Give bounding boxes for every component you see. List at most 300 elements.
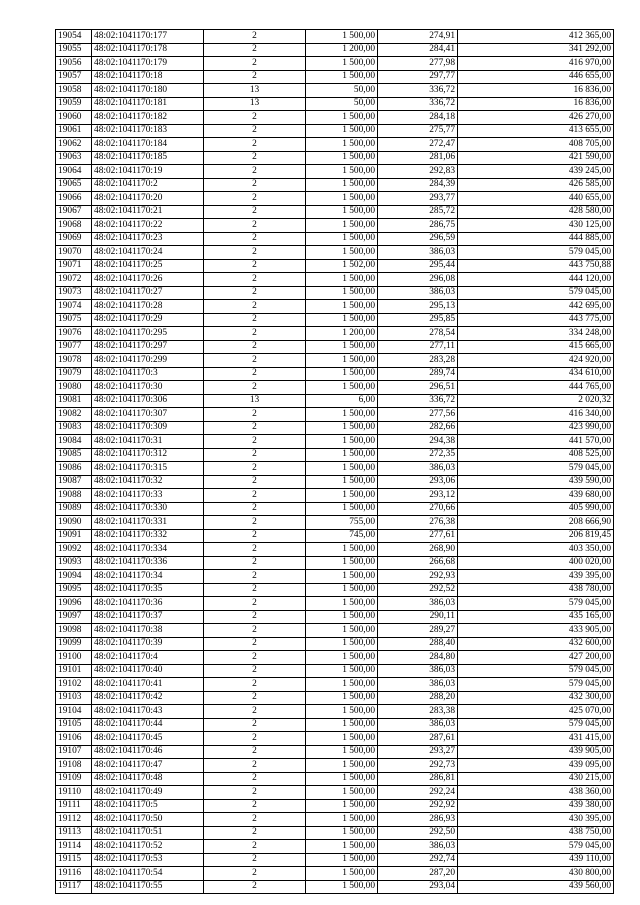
row-number-cell: 19094 <box>56 570 92 584</box>
table-row <box>56 637 614 651</box>
category-code-cell: 2 <box>204 43 306 57</box>
area-cell: 1 500,00 <box>306 813 378 827</box>
category-code-cell: 13 <box>204 97 306 111</box>
row-number-cell: 19076 <box>56 327 92 341</box>
specific-value-cell: 274,91 <box>378 30 458 44</box>
cadastral-number-cell: 48:02:1041170:26 <box>92 273 204 287</box>
category-code-cell: 2 <box>204 300 306 314</box>
row-number-cell: 19070 <box>56 246 92 260</box>
area-cell: 1 500,00 <box>306 246 378 260</box>
category-code-cell: 2 <box>204 232 306 246</box>
area-cell: 1 500,00 <box>306 772 378 786</box>
row-number-cell: 19112 <box>56 813 92 827</box>
cadastral-value-cell: 430 125,00 <box>458 219 614 233</box>
category-code-cell: 2 <box>204 786 306 800</box>
table-row <box>56 367 614 381</box>
category-code-cell: 2 <box>204 111 306 125</box>
category-code-cell: 2 <box>204 529 306 543</box>
cadastral-value-cell: 579 045,00 <box>458 664 614 678</box>
cadastral-value-cell: 439 110,00 <box>458 853 614 867</box>
cadastral-value-cell: 579 045,00 <box>458 718 614 732</box>
cadastral-number-cell: 48:02:1041170:2 <box>92 178 204 192</box>
specific-value-cell: 277,56 <box>378 408 458 422</box>
row-number-cell: 19080 <box>56 381 92 395</box>
cadastral-value-cell: 426 270,00 <box>458 111 614 125</box>
row-number-cell: 19078 <box>56 354 92 368</box>
specific-value-cell: 284,39 <box>378 178 458 192</box>
category-code-cell: 2 <box>204 678 306 692</box>
area-cell: 1 500,00 <box>306 381 378 395</box>
cadastral-number-cell: 48:02:1041170:49 <box>92 786 204 800</box>
area-cell: 1 500,00 <box>306 556 378 570</box>
cadastral-number-cell: 48:02:1041170:51 <box>92 826 204 840</box>
area-cell: 1 500,00 <box>306 489 378 503</box>
table-row <box>56 840 614 854</box>
table-row <box>56 43 614 57</box>
cadastral-number-cell: 48:02:1041170:181 <box>92 97 204 111</box>
cadastral-number-cell: 48:02:1041170:297 <box>92 340 204 354</box>
cadastral-value-cell: 421 590,00 <box>458 151 614 165</box>
area-cell: 1 500,00 <box>306 651 378 665</box>
category-code-cell: 2 <box>204 313 306 327</box>
cadastral-value-cell: 579 045,00 <box>458 678 614 692</box>
specific-value-cell: 288,40 <box>378 637 458 651</box>
specific-value-cell: 266,68 <box>378 556 458 570</box>
cadastral-number-cell: 48:02:1041170:55 <box>92 880 204 894</box>
area-cell: 1 500,00 <box>306 367 378 381</box>
specific-value-cell: 288,20 <box>378 691 458 705</box>
cadastral-value-cell: 430 395,00 <box>458 813 614 827</box>
cadastral-value-cell: 424 920,00 <box>458 354 614 368</box>
cadastral-value-cell: 415 665,00 <box>458 340 614 354</box>
cadastral-value-cell: 430 215,00 <box>458 772 614 786</box>
specific-value-cell: 275,77 <box>378 124 458 138</box>
specific-value-cell: 286,75 <box>378 219 458 233</box>
cadastral-value-cell: 430 800,00 <box>458 867 614 881</box>
specific-value-cell: 293,12 <box>378 489 458 503</box>
row-number-cell: 19055 <box>56 43 92 57</box>
category-code-cell: 2 <box>204 286 306 300</box>
table-row <box>56 529 614 543</box>
category-code-cell: 2 <box>204 151 306 165</box>
area-cell: 1 500,00 <box>306 840 378 854</box>
cadastral-value-cell: 427 200,00 <box>458 651 614 665</box>
category-code-cell: 2 <box>204 219 306 233</box>
area-cell: 1 500,00 <box>306 745 378 759</box>
specific-value-cell: 292,73 <box>378 759 458 773</box>
area-cell: 1 500,00 <box>306 57 378 71</box>
row-number-cell: 19068 <box>56 219 92 233</box>
cadastral-number-cell: 48:02:1041170:179 <box>92 57 204 71</box>
row-number-cell: 19060 <box>56 111 92 125</box>
row-number-cell: 19096 <box>56 597 92 611</box>
category-code-cell: 2 <box>204 759 306 773</box>
area-cell: 1 500,00 <box>306 799 378 813</box>
area-cell: 1 500,00 <box>306 30 378 44</box>
cadastral-value-cell: 428 580,00 <box>458 205 614 219</box>
table-row <box>56 151 614 165</box>
table-row <box>56 219 614 233</box>
category-code-cell: 2 <box>204 570 306 584</box>
row-number-cell: 19114 <box>56 840 92 854</box>
cadastral-value-cell: 416 340,00 <box>458 408 614 422</box>
cadastral-value-cell: 438 360,00 <box>458 786 614 800</box>
cadastral-value-cell: 443 750,88 <box>458 259 614 273</box>
cadastral-number-cell: 48:02:1041170:32 <box>92 475 204 489</box>
cadastral-value-cell: 413 655,00 <box>458 124 614 138</box>
cadastral-value-cell: 443 775,00 <box>458 313 614 327</box>
cadastral-value-cell: 403 350,00 <box>458 543 614 557</box>
specific-value-cell: 293,06 <box>378 475 458 489</box>
category-code-cell: 2 <box>204 691 306 705</box>
cadastral-number-cell: 48:02:1041170:53 <box>92 853 204 867</box>
cadastral-value-cell: 432 300,00 <box>458 691 614 705</box>
category-code-cell: 2 <box>204 165 306 179</box>
category-code-cell: 2 <box>204 516 306 530</box>
cadastral-value-cell: 341 292,00 <box>458 43 614 57</box>
cadastral-value-cell: 446 655,00 <box>458 70 614 84</box>
category-code-cell: 2 <box>204 502 306 516</box>
cadastral-number-cell: 48:02:1041170:20 <box>92 192 204 206</box>
cadastral-value-cell: 412 365,00 <box>458 30 614 44</box>
table-row <box>56 259 614 273</box>
cadastral-number-cell: 48:02:1041170:40 <box>92 664 204 678</box>
category-code-cell: 2 <box>204 340 306 354</box>
cadastral-value-table <box>55 29 614 894</box>
area-cell: 1 500,00 <box>306 597 378 611</box>
category-code-cell: 2 <box>204 70 306 84</box>
row-number-cell: 19115 <box>56 853 92 867</box>
cadastral-number-cell: 48:02:1041170:46 <box>92 745 204 759</box>
row-number-cell: 19117 <box>56 880 92 894</box>
row-number-cell: 19113 <box>56 826 92 840</box>
area-cell: 1 500,00 <box>306 70 378 84</box>
specific-value-cell: 272,47 <box>378 138 458 152</box>
cadastral-value-cell: 426 585,00 <box>458 178 614 192</box>
row-number-cell: 19098 <box>56 624 92 638</box>
table-row <box>56 435 614 449</box>
table-row <box>56 313 614 327</box>
cadastral-number-cell: 48:02:1041170:3 <box>92 367 204 381</box>
specific-value-cell: 336,72 <box>378 84 458 98</box>
specific-value-cell: 293,77 <box>378 192 458 206</box>
cadastral-value-cell: 439 905,00 <box>458 745 614 759</box>
cadastral-value-cell: 442 695,00 <box>458 300 614 314</box>
cadastral-number-cell: 48:02:1041170:22 <box>92 219 204 233</box>
row-number-cell: 19092 <box>56 543 92 557</box>
category-code-cell: 2 <box>204 556 306 570</box>
cadastral-number-cell: 48:02:1041170:43 <box>92 705 204 719</box>
category-code-cell: 2 <box>204 705 306 719</box>
row-number-cell: 19075 <box>56 313 92 327</box>
cadastral-number-cell: 48:02:1041170:54 <box>92 867 204 881</box>
table-row <box>56 394 614 408</box>
area-cell: 1 500,00 <box>306 583 378 597</box>
cadastral-number-cell: 48:02:1041170:34 <box>92 570 204 584</box>
category-code-cell: 13 <box>204 84 306 98</box>
cadastral-number-cell: 48:02:1041170:28 <box>92 300 204 314</box>
cadastral-number-cell: 48:02:1041170:39 <box>92 637 204 651</box>
row-number-cell: 19059 <box>56 97 92 111</box>
cadastral-number-cell: 48:02:1041170:27 <box>92 286 204 300</box>
area-cell: 1 500,00 <box>306 124 378 138</box>
cadastral-number-cell: 48:02:1041170:25 <box>92 259 204 273</box>
table-row <box>56 678 614 692</box>
category-code-cell: 2 <box>204 435 306 449</box>
cadastral-number-cell: 48:02:1041170:52 <box>92 840 204 854</box>
area-cell: 1 500,00 <box>306 786 378 800</box>
category-code-cell: 2 <box>204 651 306 665</box>
cadastral-value-cell: 405 990,00 <box>458 502 614 516</box>
category-code-cell: 2 <box>204 178 306 192</box>
area-cell: 1 500,00 <box>306 475 378 489</box>
specific-value-cell: 277,61 <box>378 529 458 543</box>
row-number-cell: 19111 <box>56 799 92 813</box>
area-cell: 1 500,00 <box>306 664 378 678</box>
cadastral-value-cell: 425 070,00 <box>458 705 614 719</box>
category-code-cell: 2 <box>204 448 306 462</box>
specific-value-cell: 296,59 <box>378 232 458 246</box>
cadastral-value-cell: 435 165,00 <box>458 610 614 624</box>
specific-value-cell: 287,61 <box>378 732 458 746</box>
cadastral-number-cell: 48:02:1041170:182 <box>92 111 204 125</box>
area-cell: 1 500,00 <box>306 826 378 840</box>
table-row <box>56 111 614 125</box>
category-code-cell: 2 <box>204 327 306 341</box>
area-cell: 1 500,00 <box>306 462 378 476</box>
row-number-cell: 19074 <box>56 300 92 314</box>
table-row <box>56 421 614 435</box>
cadastral-number-cell: 48:02:1041170:332 <box>92 529 204 543</box>
cadastral-value-cell: 579 045,00 <box>458 840 614 854</box>
cadastral-value-cell: 579 045,00 <box>458 462 614 476</box>
specific-value-cell: 336,72 <box>378 394 458 408</box>
category-code-cell: 2 <box>204 583 306 597</box>
area-cell: 1 200,00 <box>306 43 378 57</box>
specific-value-cell: 386,03 <box>378 462 458 476</box>
specific-value-cell: 386,03 <box>378 597 458 611</box>
table-row <box>56 691 614 705</box>
category-code-cell: 2 <box>204 610 306 624</box>
area-cell: 1 500,00 <box>306 313 378 327</box>
specific-value-cell: 270,66 <box>378 502 458 516</box>
category-code-cell: 2 <box>204 880 306 894</box>
row-number-cell: 19062 <box>56 138 92 152</box>
category-code-cell: 2 <box>204 205 306 219</box>
category-code-cell: 2 <box>204 732 306 746</box>
cadastral-number-cell: 48:02:1041170:180 <box>92 84 204 98</box>
row-number-cell: 19073 <box>56 286 92 300</box>
cadastral-value-cell: 439 560,00 <box>458 880 614 894</box>
category-code-cell: 2 <box>204 367 306 381</box>
row-number-cell: 19084 <box>56 435 92 449</box>
cadastral-number-cell: 48:02:1041170:35 <box>92 583 204 597</box>
row-number-cell: 19069 <box>56 232 92 246</box>
specific-value-cell: 292,52 <box>378 583 458 597</box>
category-code-cell: 2 <box>204 799 306 813</box>
specific-value-cell: 294,38 <box>378 435 458 449</box>
area-cell: 1 500,00 <box>306 705 378 719</box>
area-cell: 1 500,00 <box>306 448 378 462</box>
row-number-cell: 19058 <box>56 84 92 98</box>
cadastral-value-cell: 432 600,00 <box>458 637 614 651</box>
cadastral-value-cell: 439 380,00 <box>458 799 614 813</box>
cadastral-value-cell: 444 120,00 <box>458 273 614 287</box>
category-code-cell: 2 <box>204 57 306 71</box>
table-row <box>56 475 614 489</box>
specific-value-cell: 276,38 <box>378 516 458 530</box>
table-row <box>56 502 614 516</box>
cadastral-value-cell: 439 395,00 <box>458 570 614 584</box>
cadastral-number-cell: 48:02:1041170:41 <box>92 678 204 692</box>
area-cell: 1 500,00 <box>306 543 378 557</box>
specific-value-cell: 283,38 <box>378 705 458 719</box>
cadastral-value-cell: 16 836,00 <box>458 97 614 111</box>
table-row <box>56 408 614 422</box>
specific-value-cell: 386,03 <box>378 840 458 854</box>
specific-value-cell: 281,06 <box>378 151 458 165</box>
category-code-cell: 2 <box>204 381 306 395</box>
cadastral-number-cell: 48:02:1041170:36 <box>92 597 204 611</box>
row-number-cell: 19067 <box>56 205 92 219</box>
cadastral-number-cell: 48:02:1041170:330 <box>92 502 204 516</box>
category-code-cell: 2 <box>204 718 306 732</box>
cadastral-value-cell: 579 045,00 <box>458 597 614 611</box>
area-cell: 1 500,00 <box>306 853 378 867</box>
cadastral-number-cell: 48:02:1041170:307 <box>92 408 204 422</box>
cadastral-number-cell: 48:02:1041170:42 <box>92 691 204 705</box>
area-cell: 1 500,00 <box>306 232 378 246</box>
area-cell: 1 500,00 <box>306 286 378 300</box>
row-number-cell: 19065 <box>56 178 92 192</box>
cadastral-number-cell: 48:02:1041170:30 <box>92 381 204 395</box>
row-number-cell: 19093 <box>56 556 92 570</box>
category-code-cell: 2 <box>204 489 306 503</box>
area-cell: 1 500,00 <box>306 354 378 368</box>
table-row <box>56 246 614 260</box>
cadastral-number-cell: 48:02:1041170:184 <box>92 138 204 152</box>
cadastral-number-cell: 48:02:1041170:18 <box>92 70 204 84</box>
area-cell: 1 500,00 <box>306 678 378 692</box>
area-cell: 50,00 <box>306 97 378 111</box>
category-code-cell: 2 <box>204 813 306 827</box>
cadastral-value-cell: 438 780,00 <box>458 583 614 597</box>
cadastral-value-cell: 441 570,00 <box>458 435 614 449</box>
cadastral-value-cell: 444 765,00 <box>458 381 614 395</box>
row-number-cell: 19107 <box>56 745 92 759</box>
row-number-cell: 19081 <box>56 394 92 408</box>
specific-value-cell: 386,03 <box>378 678 458 692</box>
table-row <box>56 97 614 111</box>
specific-value-cell: 272,35 <box>378 448 458 462</box>
row-number-cell: 19064 <box>56 165 92 179</box>
area-cell: 1 500,00 <box>306 880 378 894</box>
area-cell: 1 500,00 <box>306 178 378 192</box>
category-code-cell: 2 <box>204 853 306 867</box>
table-row <box>56 732 614 746</box>
specific-value-cell: 268,90 <box>378 543 458 557</box>
row-number-cell: 19103 <box>56 691 92 705</box>
cadastral-number-cell: 48:02:1041170:178 <box>92 43 204 57</box>
specific-value-cell: 386,03 <box>378 286 458 300</box>
table-row <box>56 57 614 71</box>
table-row <box>56 664 614 678</box>
cadastral-value-cell: 206 819,45 <box>458 529 614 543</box>
category-code-cell: 2 <box>204 354 306 368</box>
table-row <box>56 624 614 638</box>
cadastral-value-cell: 431 415,00 <box>458 732 614 746</box>
table-row <box>56 273 614 287</box>
row-number-cell: 19106 <box>56 732 92 746</box>
cadastral-value-cell: 439 245,00 <box>458 165 614 179</box>
specific-value-cell: 296,51 <box>378 381 458 395</box>
cadastral-value-cell: 434 610,00 <box>458 367 614 381</box>
row-number-cell: 19087 <box>56 475 92 489</box>
specific-value-cell: 278,54 <box>378 327 458 341</box>
specific-value-cell: 292,50 <box>378 826 458 840</box>
category-code-cell: 2 <box>204 624 306 638</box>
specific-value-cell: 284,18 <box>378 111 458 125</box>
area-cell: 1 500,00 <box>306 273 378 287</box>
row-number-cell: 19102 <box>56 678 92 692</box>
row-number-cell: 19101 <box>56 664 92 678</box>
cadastral-value-cell: 400 020,00 <box>458 556 614 570</box>
area-cell: 1 500,00 <box>306 435 378 449</box>
specific-value-cell: 295,85 <box>378 313 458 327</box>
area-cell: 1 500,00 <box>306 502 378 516</box>
row-number-cell: 19066 <box>56 192 92 206</box>
row-number-cell: 19108 <box>56 759 92 773</box>
area-cell: 1 500,00 <box>306 637 378 651</box>
cadastral-value-cell: 408 705,00 <box>458 138 614 152</box>
cadastral-value-cell: 334 248,00 <box>458 327 614 341</box>
specific-value-cell: 293,27 <box>378 745 458 759</box>
cadastral-number-cell: 48:02:1041170:315 <box>92 462 204 476</box>
cadastral-value-cell: 2 020,32 <box>458 394 614 408</box>
row-number-cell: 19088 <box>56 489 92 503</box>
row-number-cell: 19077 <box>56 340 92 354</box>
cadastral-number-cell: 48:02:1041170:336 <box>92 556 204 570</box>
cadastral-value-cell: 438 750,00 <box>458 826 614 840</box>
table-row <box>56 516 614 530</box>
table-row <box>56 354 614 368</box>
table-row <box>56 232 614 246</box>
cadastral-number-cell: 48:02:1041170:334 <box>92 543 204 557</box>
table-row <box>56 462 614 476</box>
table-row <box>56 543 614 557</box>
category-code-cell: 2 <box>204 772 306 786</box>
category-code-cell: 2 <box>204 408 306 422</box>
category-code-cell: 2 <box>204 421 306 435</box>
cadastral-value-cell: 439 590,00 <box>458 475 614 489</box>
specific-value-cell: 292,74 <box>378 853 458 867</box>
cadastral-number-cell: 48:02:1041170:48 <box>92 772 204 786</box>
specific-value-cell: 277,11 <box>378 340 458 354</box>
specific-value-cell: 289,27 <box>378 624 458 638</box>
row-number-cell: 19083 <box>56 421 92 435</box>
category-code-cell: 2 <box>204 124 306 138</box>
cadastral-number-cell: 48:02:1041170:44 <box>92 718 204 732</box>
category-code-cell: 2 <box>204 138 306 152</box>
specific-value-cell: 287,20 <box>378 867 458 881</box>
table-row <box>56 489 614 503</box>
category-code-cell: 2 <box>204 597 306 611</box>
specific-value-cell: 295,44 <box>378 259 458 273</box>
table-row <box>56 570 614 584</box>
row-number-cell: 19100 <box>56 651 92 665</box>
category-code-cell: 2 <box>204 273 306 287</box>
row-number-cell: 19079 <box>56 367 92 381</box>
